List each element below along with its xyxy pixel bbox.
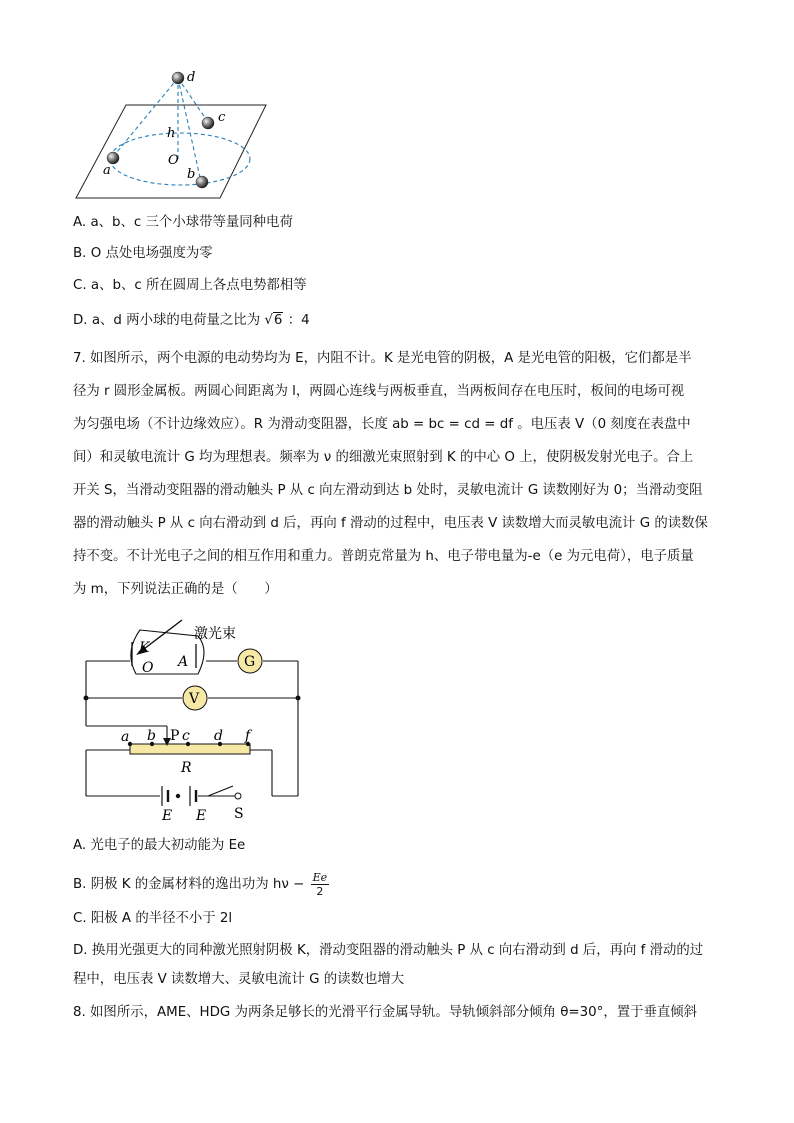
label-g: G — [244, 654, 256, 670]
q7-line-8: 为 m，下列说法正确的是（ ） — [73, 582, 278, 597]
label-c: c — [218, 110, 226, 125]
plane-parallelogram — [76, 105, 266, 198]
ball-d — [172, 72, 184, 84]
label-a: a — [103, 163, 111, 178]
circle-orbit — [110, 133, 250, 185]
q6-option-d-ratio: ：4 — [287, 313, 310, 328]
q7-option-b-text: B. 阴极 K 的金属材料的逸出功为 hν − — [73, 877, 305, 892]
label-d: d — [214, 728, 223, 744]
q7-option-b-numerator: Ee — [312, 870, 328, 884]
label-s: S — [234, 806, 244, 822]
label-d: d — [187, 70, 196, 85]
switch-lever — [208, 786, 233, 796]
q7-line-3: 为匀强电场（不计边缘效应）。R 为滑动变阻器，长度 ab = bc = cd = df 。电压表 V（0 刻度在表盘中 — [73, 417, 691, 432]
q6-option-a: A. a、b、c 三个小球带等量同种电荷 — [73, 215, 293, 230]
label-v: V — [189, 691, 200, 707]
q7-option-b — [73, 868, 329, 902]
ball-c — [202, 117, 214, 129]
q7-option-d-line-1: D. 换用光强更大的同种激光照射阴极 K，滑动变阻器的滑动触头 P 从 c 向右滑动到 d 后，再向 f 滑动的过 — [73, 943, 704, 958]
q7-option-d-line-2: 程中，电压表 V 读数增大、灵敏电流计 G 的读数也增大 — [73, 972, 405, 987]
label-h: h — [167, 126, 176, 141]
label-o: O — [142, 660, 154, 676]
q7-option-b-denominator: 2 — [316, 884, 324, 898]
label-k: K — [139, 640, 150, 656]
q7-option-c: C. 阳极 A 的半径不小于 2l — [73, 911, 233, 926]
ball-b — [196, 176, 208, 188]
q8-stem: 8. 如图所示，AME、HDG 为两条足够长的光滑平行金属导轨。导轨倾斜部分倾角 θ=30°，置于垂直倾斜 — [73, 1005, 698, 1020]
line-d-a — [112, 78, 178, 158]
q7-option-b-fraction — [311, 871, 330, 898]
label-laser: 激光束 — [194, 626, 236, 642]
label-anode: A — [178, 654, 189, 670]
q7-line-6: 器的滑动触头 P 从 c 向右滑动到 d 后，再向 f 滑动的过程中，电压表 V 读数增大而灵敏电流计 G 的读数保 — [73, 516, 708, 531]
q6-option-d: D. a、d 两小球的电荷量之比为 √6 ：4 — [73, 313, 310, 328]
figure-photoelectric-circuit — [78, 606, 308, 826]
q6-option-c: C. a、b、c 所在圆周上各点电势都相等 — [73, 278, 307, 293]
label-e1: E — [162, 808, 173, 824]
q7-stem — [73, 342, 725, 606]
q7-line-4: 间）和灵敏电流计 G 均为理想表。频率为 ν 的细激光束照射到 K 的中心 O 上，使阴极发射光电子。合上 — [73, 450, 694, 465]
rheostat-bar — [130, 744, 250, 754]
label-r: R — [181, 760, 192, 776]
q7-line-7: 持不变。不计光电子之间的相互作用和重力。普朗克常量为 h、电子带电量为-e（e 为元电荷），电子质量 — [73, 549, 694, 564]
q7-option-a: A. 光电子的最大初动能为 Ee — [73, 838, 246, 853]
label-c: c — [182, 728, 190, 744]
label-b: b — [187, 167, 196, 182]
label-b: b — [147, 728, 156, 744]
label-p: P — [170, 728, 180, 744]
q6-option-d-text: D. a、d 两小球的电荷量之比为 — [73, 313, 261, 328]
switch-contact — [235, 793, 241, 799]
q6-option-d-sqrt: 6 — [273, 313, 283, 328]
q7-line-1: 7. 如图所示，两个电源的电动势均为 E，内阻不计。K 是光电管的阴极，A 是光电管的阳极，它们都是半 — [73, 351, 692, 366]
label-a: a — [121, 729, 130, 745]
label-f: f — [245, 728, 251, 744]
label-e2: E — [196, 808, 207, 824]
figure-charged-balls — [70, 62, 270, 202]
q6-option-b: B. O 点处电场强度为零 — [73, 246, 213, 261]
q7-line-5: 开关 S，当滑动变阻器的滑动触头 P 从 c 向左滑动到达 b 处时，灵敏电流计 G 读数刚好为 0；当滑动变阻 — [73, 483, 703, 498]
label-o: O — [168, 153, 179, 168]
q7-line-2: 径为 r 圆形金属板。两圆心间距离为 l，两圆心连线与两板垂直，当两板间存在电压时，板间的电场可视 — [73, 384, 685, 399]
